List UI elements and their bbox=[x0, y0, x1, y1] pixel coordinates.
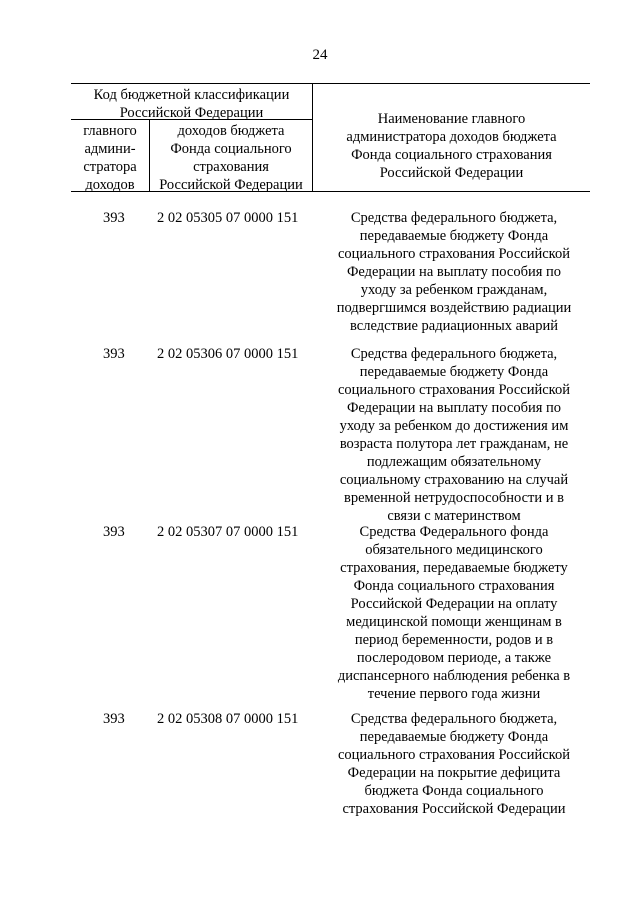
row-income-code: 2 02 05306 07 0000 151 bbox=[157, 346, 299, 362]
header-admin-column: главного админи- стратора доходов bbox=[83, 123, 137, 193]
row-description: Средства федерального бюджета, передаваемые бюджету Фонда социального страхования Российской Федерации на выплату пособия по уходу за ребенком гражданам, подвергшимся воздействию радиации вследствие радиационных аварий bbox=[336, 210, 572, 334]
row-admin-code: 393 bbox=[103, 210, 125, 226]
page-number: 24 bbox=[312, 47, 328, 63]
header-income-column: доходов бюджета Фонда социального страхования Российской Федерации bbox=[159, 123, 303, 193]
row-description: Средства федерального бюджета, передаваемые бюджету Фонда социального страхования Российской Федерации на покрытие дефицита бюджета Фонда социального страхования Российской Федерации bbox=[337, 711, 571, 817]
row-description: Средства Федерального фонда обязательного медицинского страхования, передаваемые бюджету Фонда социального страхования Российской Федерации на оплату медицинской помощи женщинам в период беременности, родов и в послеродовом периоде, а также диспансерного наблюдения ребенка в течение первого года жизни bbox=[337, 524, 571, 702]
row-description: Средства федерального бюджета, передаваемые бюджету Фонда социального страхования Российской Федерации на выплату пособия по уходу за ребенком до достижения им возраста полутора лет гражданам, не подлежащим обязательному социальному страхованию на случай временной нетрудоспособности и в связи с материнством bbox=[337, 346, 571, 524]
header-code-group: Код бюджетной классификации Российской Федерации bbox=[93, 87, 290, 121]
row-admin-code: 393 bbox=[103, 711, 125, 727]
row-admin-code: 393 bbox=[103, 346, 125, 362]
header-name-column: Наименование главного администратора доходов бюджета Фонда социального страхования Российской Федерации bbox=[346, 111, 557, 181]
row-income-code: 2 02 05305 07 0000 151 bbox=[157, 210, 299, 226]
table-header bbox=[71, 83, 590, 192]
row-admin-code: 393 bbox=[103, 524, 125, 540]
row-income-code: 2 02 05308 07 0000 151 bbox=[157, 711, 299, 727]
row-income-code: 2 02 05307 07 0000 151 bbox=[157, 524, 299, 540]
